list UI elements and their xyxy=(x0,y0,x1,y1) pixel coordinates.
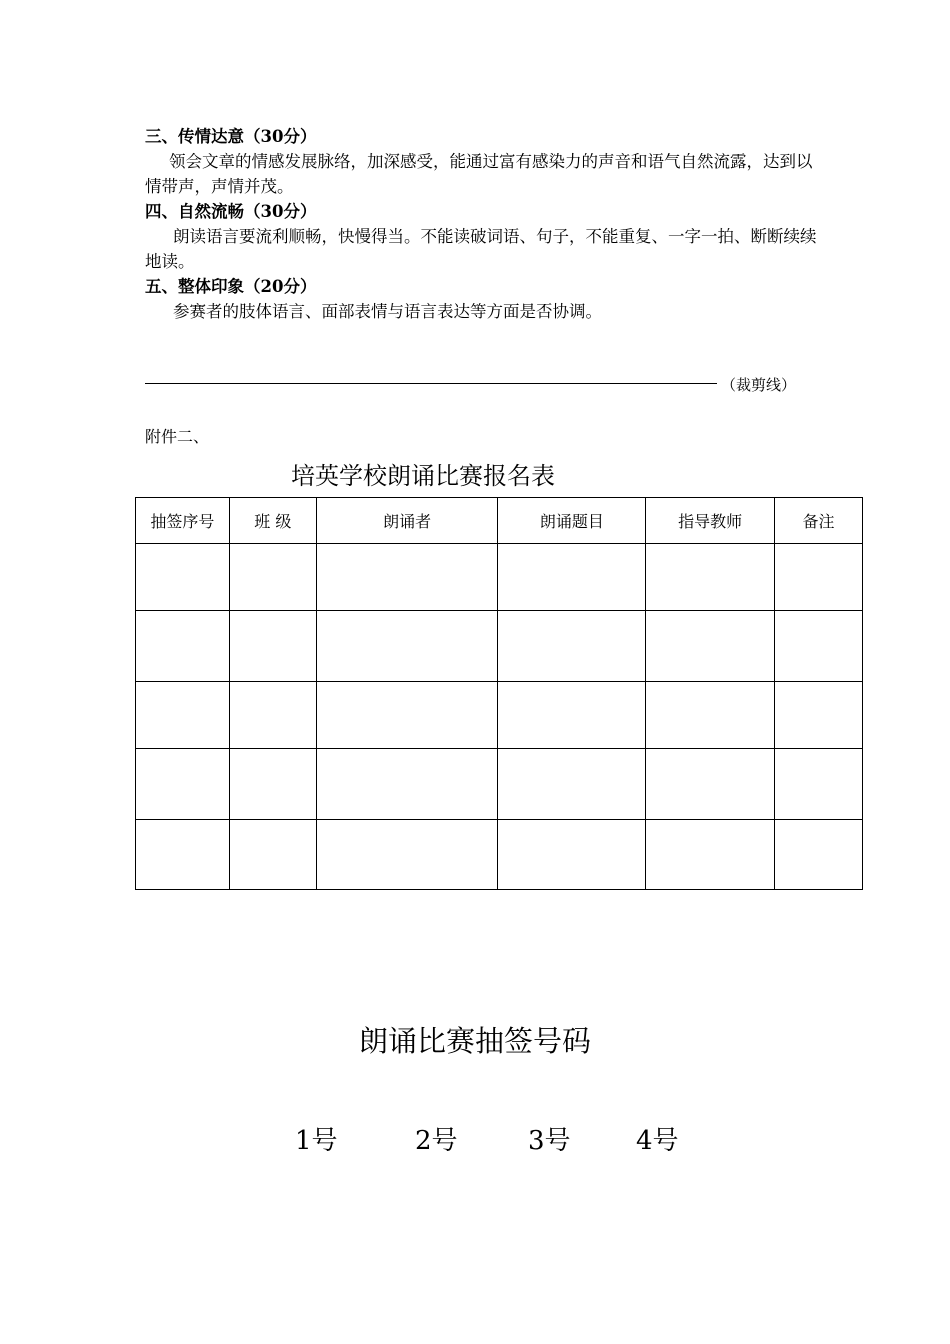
table-cell[interactable] xyxy=(498,544,646,611)
table-cell[interactable] xyxy=(775,611,863,682)
cut-line xyxy=(145,374,845,398)
table-cell[interactable] xyxy=(136,682,230,749)
attachment-label: 附件二、 xyxy=(145,427,210,446)
table-cell[interactable] xyxy=(498,749,646,820)
table-cell[interactable] xyxy=(498,820,646,890)
header-remarks: 备注 xyxy=(775,498,863,544)
lottery-title: 朗诵比赛抽签号码 xyxy=(358,1024,591,1058)
table-cell[interactable] xyxy=(229,820,316,890)
form-title: 培英学校朗诵比赛报名表 xyxy=(291,462,555,490)
cut-line-rule xyxy=(145,383,717,384)
criterion-3-heading: 三、传情达意（30分） xyxy=(145,127,317,146)
criterion-3-text: 领会文章的情感发展脉络，加深感受，能通过富有感染力的声音和语气自然流露，达到以情带声，声情并茂。 xyxy=(145,152,813,196)
header-class: 班 级 xyxy=(229,498,316,544)
table-row xyxy=(136,820,863,890)
table-cell[interactable] xyxy=(229,611,316,682)
lottery-numbers xyxy=(0,1120,950,1160)
table-cell[interactable] xyxy=(646,544,775,611)
table-cell[interactable] xyxy=(646,682,775,749)
table-cell[interactable] xyxy=(316,611,498,682)
table-cell[interactable] xyxy=(775,820,863,890)
table-cell[interactable] xyxy=(136,749,230,820)
table-cell[interactable] xyxy=(646,611,775,682)
lottery-number: 1号 xyxy=(295,1126,338,1156)
registration-table xyxy=(135,497,863,890)
table-cell[interactable] xyxy=(646,820,775,890)
table-cell[interactable] xyxy=(498,682,646,749)
header-reciter: 朗诵者 xyxy=(316,498,498,544)
table-cell[interactable] xyxy=(775,544,863,611)
table-row xyxy=(136,544,863,611)
criterion-4-text: 朗读语言要流利顺畅，快慢得当。不能读破词语、句子，不能重复、一字一拍、断断续续地读。 xyxy=(145,227,817,271)
criterion-5-heading: 五、整体印象（20分） xyxy=(145,277,317,296)
table-header-row xyxy=(136,498,863,544)
table-cell[interactable] xyxy=(775,682,863,749)
table-cell[interactable] xyxy=(498,611,646,682)
lottery-number: 3号 xyxy=(528,1126,571,1156)
table-cell[interactable] xyxy=(229,682,316,749)
table-row xyxy=(136,682,863,749)
table-cell[interactable] xyxy=(316,749,498,820)
cut-line-label: （裁剪线） xyxy=(721,376,797,394)
lottery-number: 2号 xyxy=(415,1126,458,1156)
table-cell[interactable] xyxy=(229,749,316,820)
table-cell[interactable] xyxy=(646,749,775,820)
criterion-5-text: 参赛者的肢体语言、面部表情与语言表达等方面是否协调。 xyxy=(173,302,602,321)
table-cell[interactable] xyxy=(775,749,863,820)
table-cell[interactable] xyxy=(136,544,230,611)
table-cell[interactable] xyxy=(316,820,498,890)
table-cell[interactable] xyxy=(316,682,498,749)
table-cell[interactable] xyxy=(229,544,316,611)
header-advisor: 指导教师 xyxy=(646,498,775,544)
header-recitation-title: 朗诵题目 xyxy=(498,498,646,544)
table-cell[interactable] xyxy=(136,820,230,890)
header-lottery-no: 抽签序号 xyxy=(136,498,230,544)
criterion-4-heading: 四、自然流畅（30分） xyxy=(145,202,317,221)
table-cell[interactable] xyxy=(136,611,230,682)
lottery-number: 4号 xyxy=(636,1126,679,1156)
table-row xyxy=(136,749,863,820)
table-row xyxy=(136,611,863,682)
table-cell[interactable] xyxy=(316,544,498,611)
